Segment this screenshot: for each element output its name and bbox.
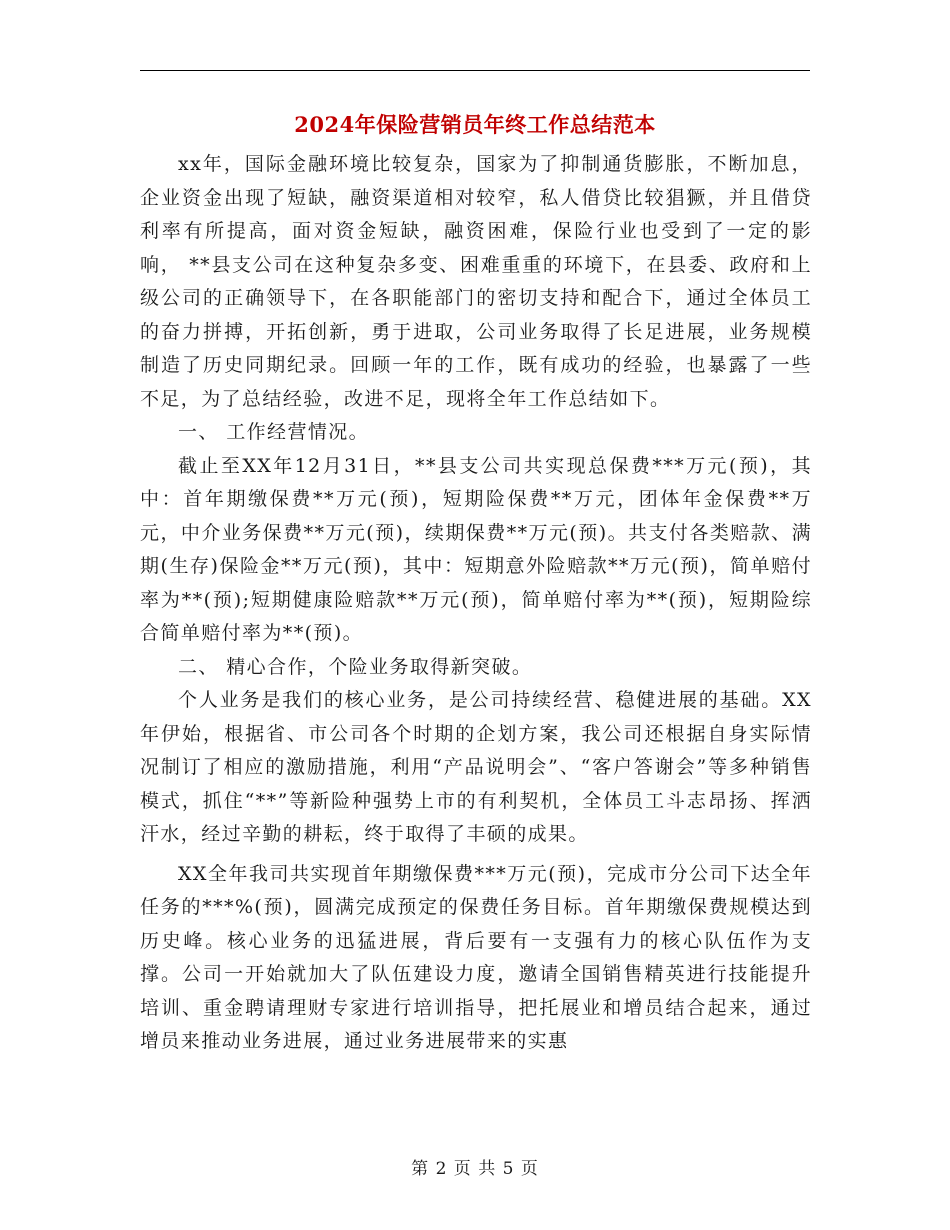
header-rule: [140, 70, 810, 71]
paragraph-annual-results: XX全年我司共实现首年期缴保费***万元(预)，完成市分公司下达全年任务的***%(预)，圆满完成预定的保费任务目标。首年期缴保费规模达到历史峰。核心业务的迅猛进展，背后要有一支强有力的核心队伍作为支撑。公司一开始就加大了队伍建设力度，邀请全国销售精英进行技能提升培训、重金聘请理财专家进行培训指导，把托展业和增员结合起来，通过增员来推动业务进展，通过业务进展带来的实惠: [140, 862, 812, 1052]
section-heading-1: 一、 工作经营情况。: [178, 421, 370, 443]
paragraph-operations: 截止至XX年12月31日，**县支公司共实现总保费***万元(预)，其中：首年期缴保费**万元(预)，短期险保费**万元，团体年金保费**万元，中介业务保费**万元(预)，续期保费**万元(预)。共支付各类赔款、满期(生存)保险金**万元(预)，其中：短期意外险赔款**万元(预)，简单赔付率为**(预);短期健康险赔款**万元(预)，简单赔付率为**(预)，短期险综合简单赔付率为**(预)。: [140, 454, 812, 644]
document-body: [140, 148, 812, 1059]
paragraph-intro: xx年，国际金融环境比较复杂，国家为了抑制通货膨胀，不断加息，企业资金出现了短缺，融资渠道相对较窄，私人借贷比较猖獗，并且借贷利率有所提高，面对资金短缺，融资困难，保险行业也受到了一定的影响， **县支公司在这种复杂多变、困难重重的环境下，在县委、政府和上级公司的正确领导下，在各职能部门的密切支持和配合下，通过全体员工的奋力拼搏，开拓创新，勇于进取，公司业务取得了长足进展，业务规模制造了历史同期纪录。回顾一年的工作，既有成功的经验，也暴露了一些不足，为了总结经验，改进不足，现将全年工作总结如下。: [140, 153, 812, 410]
page-footer: 第 2 页 共 5 页: [411, 1159, 539, 1179]
paragraph-core-business: 个人业务是我们的核心业务，是公司持续经营、稳健进展的基础。XX年伊始，根据省、市公司各个时期的企划方案，我公司还根据自身实际情况制订了相应的激励措施，利用“产品说明会”、“客户答谢会”等多种销售模式，抓住“**”等新险种强势上市的有利契机，全体员工斗志昂扬、挥洒汗水，经过辛勤的耕耘，终于取得了丰硕的成果。: [140, 689, 812, 845]
document-title: 2024年保险营销员年终工作总结范本: [294, 112, 656, 137]
section-heading-2: 二、 精心合作，个险业务取得新突破。: [178, 655, 533, 678]
